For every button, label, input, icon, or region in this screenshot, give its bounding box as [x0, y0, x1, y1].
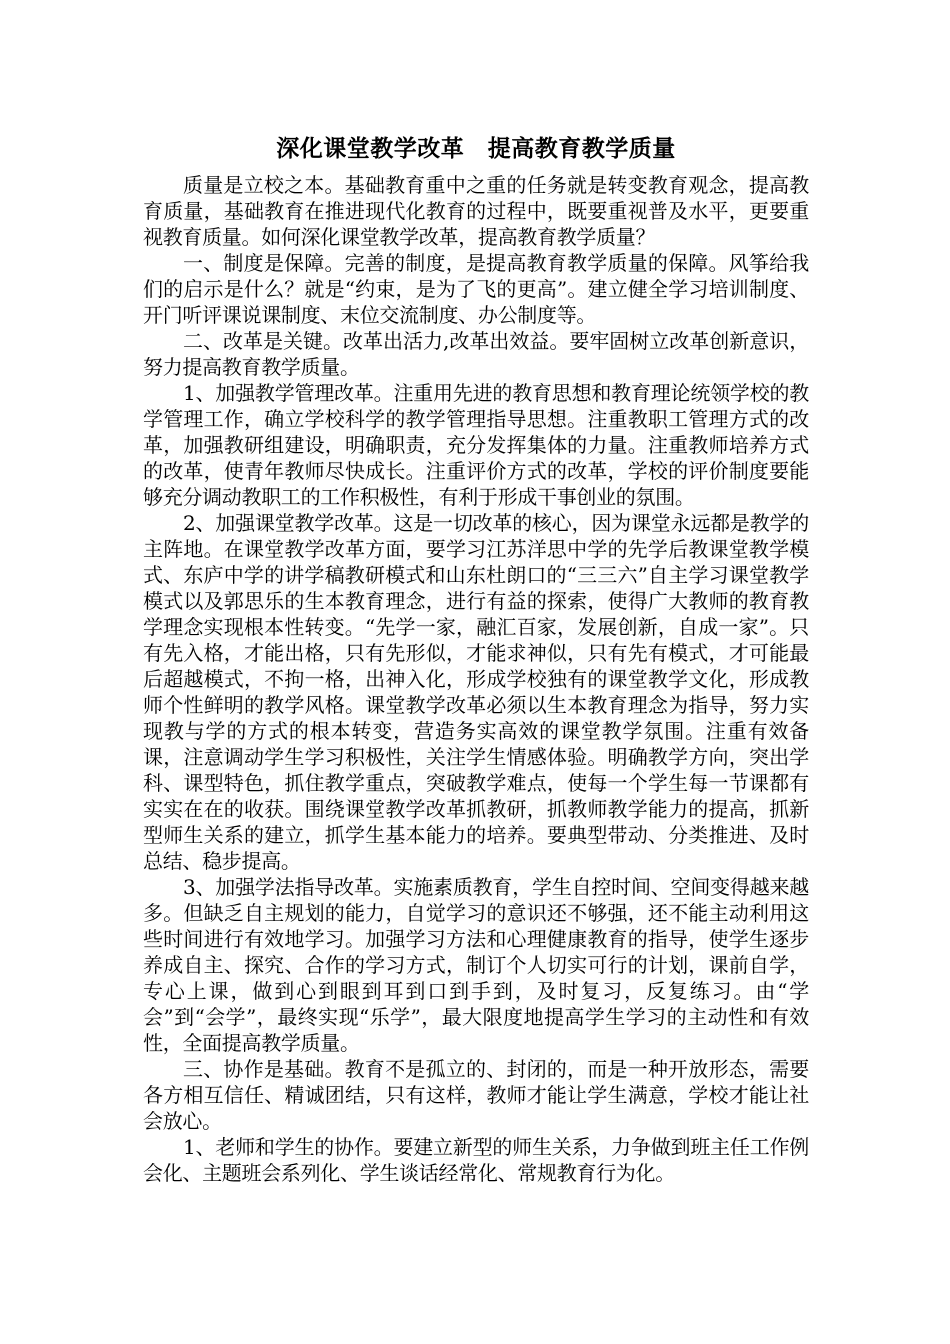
paragraph-intro: 质量是立校之本。基础教育重中之重的任务就是转变教育观念，提高教育质量，基础教育在推进现代化教育的过程中，既要重视普及水平，更要重视教育质量。如何深化课堂教学改革，提高教育教学质量？ [143, 173, 809, 249]
paragraph-section-3: 三、协作是基础。教育不是孤立的、封闭的，而是一种开放形态，需要各方相互信任、精诚团结，只有这样，教师才能让学生满意，学校才能让社会放心。 [143, 1057, 809, 1133]
paragraph-section-2-item-3: 3、加强学法指导改革。实施素质教育，学生自控时间、空间变得越来越多。但缺乏自主规划的能力，自觉学习的意识还不够强，还不能主动利用这些时间进行有效地学习。加强学习方法和心理健康教育的指导，使学生逐步养成自主、探究、合作的学习方式，制订个人切实可行的计划，课前自学，专心上课，做到心到眼到耳到口到手到，及时复习，反复练习。由“学会”到“会学”，最终实现“乐学”，最大限度地提高学生学习的主动性和有效性，全面提高教学质量。 [143, 875, 809, 1055]
paragraph-section-1: 一、制度是保障。完善的制度，是提高教育教学质量的保障。风筝给我们的启示是什么？就是“约束，是为了飞的更高”。建立健全学习培训制度、开门听评课说课制度、末位交流制度、办公制度等。 [143, 251, 809, 327]
paragraph-section-3-item-1: 1、老师和学生的协作。要建立新型的师生关系，力争做到班主任工作例会化、主题班会系列化、学生谈话经常化、常规教育行为化。 [143, 1135, 809, 1185]
paragraph-section-2: 二、改革是关键。改革出活力,改革出效益。要牢固树立改革创新意识，努力提高教育教学质量。 [143, 329, 809, 379]
paragraph-section-2-item-1: 1、加强教学管理改革。注重用先进的教育思想和教育理论统领学校的教学管理工作，确立学校科学的教学管理指导思想。注重教职工管理方式的改革，加强教研组建设，明确职责，充分发挥集体的力量。注重教师培养方式的改革，使青年教师尽快成长。注重评价方式的改革，学校的评价制度要能够充分调动教职工的工作积极性，有利于形成干事创业的氛围。 [143, 381, 809, 509]
paragraph-section-2-item-2: 2、加强课堂教学改革。这是一切改革的核心，因为课堂永远都是教学的主阵地。在课堂教学改革方面，要学习江苏洋思中学的先学后教课堂教学模式、东庐中学的讲学稿教研模式和山东杜朗口的“三三六”自主学习课堂教学模式以及郭思乐的生本教育理念，进行有益的探索，使得广大教师的教育教学理念实现根本性转变。“先学一家，融汇百家，发展创新，自成一家”。只有先入格，才能出格，只有先形似，才能求神似，只有先有模式，才可能最后超越模式，不拘一格，出神入化，形成学校独有的课堂教学文化，形成教师个性鲜明的教学风格。课堂教学改革必须以生本教育理念为指导，努力实现教与学的方式的根本转变，营造务实高效的课堂教学氛围。注重有效备课，注意调动学生学习积极性，关注学生情感体验。明确教学方向，突出学科、课型特色，抓住教学重点，突破教学难点，使每一个学生每一节课都有实实在在的收获。围绕课堂教学改革抓教研，抓教师教学能力的提高，抓新型师生关系的建立，抓学生基本能力的培养。要典型带动、分类推进、及时总结、稳步提高。 [143, 511, 809, 873]
document-title: 深化课堂教学改革 提高教育教学质量 [276, 135, 676, 162]
document-body [143, 132, 809, 1186]
